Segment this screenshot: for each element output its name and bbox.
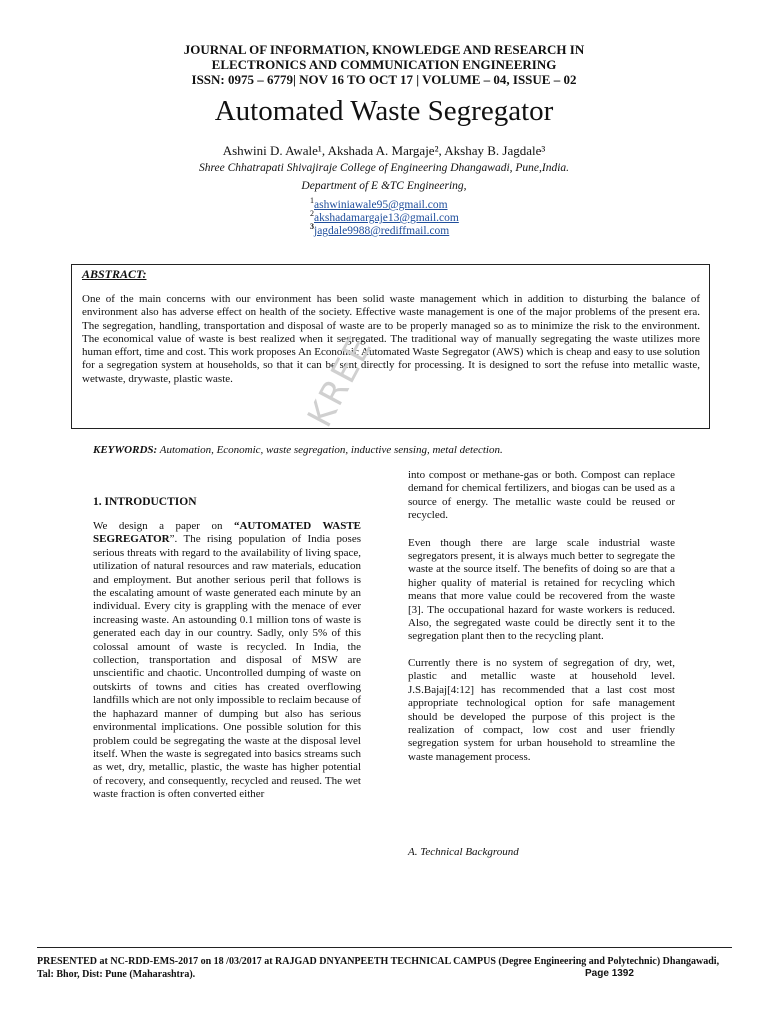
email-marker: 2 [310, 209, 314, 218]
email-link[interactable]: akshadamargaje13@gmail.com [314, 211, 459, 224]
left-column [93, 520, 361, 802]
email-link[interactable]: ashwiniawale95@gmail.com [314, 198, 448, 211]
footer-divider [37, 947, 732, 948]
intro-prefix: We design a paper on [93, 520, 234, 532]
right-paragraph-3: Currently there is no system of segregation of dry, wet, plastic and metallic waste at household level. J.S.Bajaj[4:12] has recommended that a last cost most appropriate technological option for safe management should be developed the purpose of this project is the realization of compact, low cost and user friendly segregation system for urban household to streamline the waste management process. [408, 656, 675, 763]
keywords [93, 444, 503, 456]
watermark: KREE [300, 329, 381, 434]
page-label: Page [585, 968, 612, 979]
author-email-3[interactable] [310, 222, 449, 237]
paper-department: Department of E &TC Engineering, [301, 180, 467, 192]
page-number [585, 968, 634, 979]
subsection-heading: A. Technical Background [408, 846, 519, 858]
paper-title: Automated Waste Segregator [214, 95, 554, 127]
right-paragraph-1: into compost or methane-gas or both. Compost can replace demand for chemical fertilizers, and biogas can be used as a source of energy. The metallic waste could be reused or recycled. [408, 469, 675, 522]
page-number-value: 1392 [611, 968, 634, 979]
email-marker: 1 [310, 196, 314, 205]
right-paragraph-2: Even though there are large scale industrial waste segregators present, it is always much better to segregate the waste at the source itself. The benefits of doing so are that a higher quality of material is retained for recycling which means that more value could be recovered from the waste [3]. The occupational hazard for waste workers is reduced. Also, the segregated waste could be directly sent it to the segregation plant then to the recycling plant. [408, 536, 675, 643]
intro-bold-title: “AUTOMATED WASTE SEGREGATOR [93, 520, 361, 546]
journal-name-line2: ELECTRONICS AND COMMUNICATION ENGINEERING [211, 57, 557, 72]
journal-name-line1: JOURNAL OF INFORMATION, KNOWLEDGE AND RESEARCH IN [183, 42, 585, 57]
intro-text: ”. The rising population of India poses serious threats with regard to the availability of living space, utilization of natural resources and raw materials, education and employment. But another serious peril that follows is the escalating amount of waste generated each minute by an individual. Every city is grappling with the menace of ever increasing waste. An astounding 0.1 million tons of waste is generated each day in our country. Sadly, only 5% of this colossal amount of waste is recycled. In India, the collection, transportation and disposal of MSW are unscientific and chaotic. Uncontrolled dumping of waste on outskirts of towns and cities has created overflowing landfills which are not only impossible to reclaim because of the haphazard manner of dumping but also has serious environmental implications. One possible solution for this problem could be segregating the waste at the disposal level itself. When the waste is segregated into basics streams such as wet, dry, metallic, plastic, the waste has higher potential of recovery, and consequently, recycled and reused. The wet waste fraction is often converted either [93, 533, 361, 801]
keywords-text: Automation, Economic, waste segregation, inductive sensing, metal detection. [157, 444, 503, 456]
paper-affiliation: Shree Chhatrapati Shivajiraje College of Engineering Dhangawadi, Pune,India. [198, 162, 570, 174]
paper-authors: Ashwini D. Awale¹, Akshada A. Margaje², Akshay B. Jagdale³ [222, 143, 546, 158]
email-link[interactable]: jagdale9988@rediffmail.com [314, 224, 450, 237]
footer-text: PRESENTED at NC-RDD-EMS-2017 on 18 /03/2017 at RAJGAD DNYANPEETH TECHNICAL CAMPUS (Degree Engineering and Polytechnic) Dhangawadi, Tal: Bhor, Dist: Pune (Maharashtra). [37, 956, 720, 980]
abstract-heading: ABSTRACT: [82, 267, 147, 281]
intro-paragraph [93, 520, 361, 802]
abstract-box [71, 264, 710, 429]
journal-header [0, 42, 768, 87]
keywords-label: KEYWORDS: [93, 444, 158, 456]
right-column [408, 469, 675, 764]
abstract-text: One of the main concerns with our environment has been solid waste management which in addition to disturbing the balance of environment also has adverse effect on health of the society. Effective waste management is one of the major problems of the present era. The segregation, handling, transportation and disposal of waste are to be properly managed so as to minimize the risk to the environment. The economical value of waste is best realized when it segregated. The traditional way of manually segregating the waste utilizes more human effort, time and cost. This work proposes An Economic Automated Waste Segregator (AWS) which is cheap and easy to use solution for a segregation system at households, so that it can be sent directly for processing. It is designed to sort the refuse into metallic waste, wetwaste, drywaste, plastic waste. [82, 293, 700, 385]
email-marker: 3 [310, 222, 314, 231]
section-heading-introduction: 1. INTRODUCTION [93, 496, 197, 508]
journal-issn-line: ISSN: 0975 – 6779| NOV 16 TO OCT 17 | VOLUME – 04, ISSUE – 02 [191, 72, 577, 87]
